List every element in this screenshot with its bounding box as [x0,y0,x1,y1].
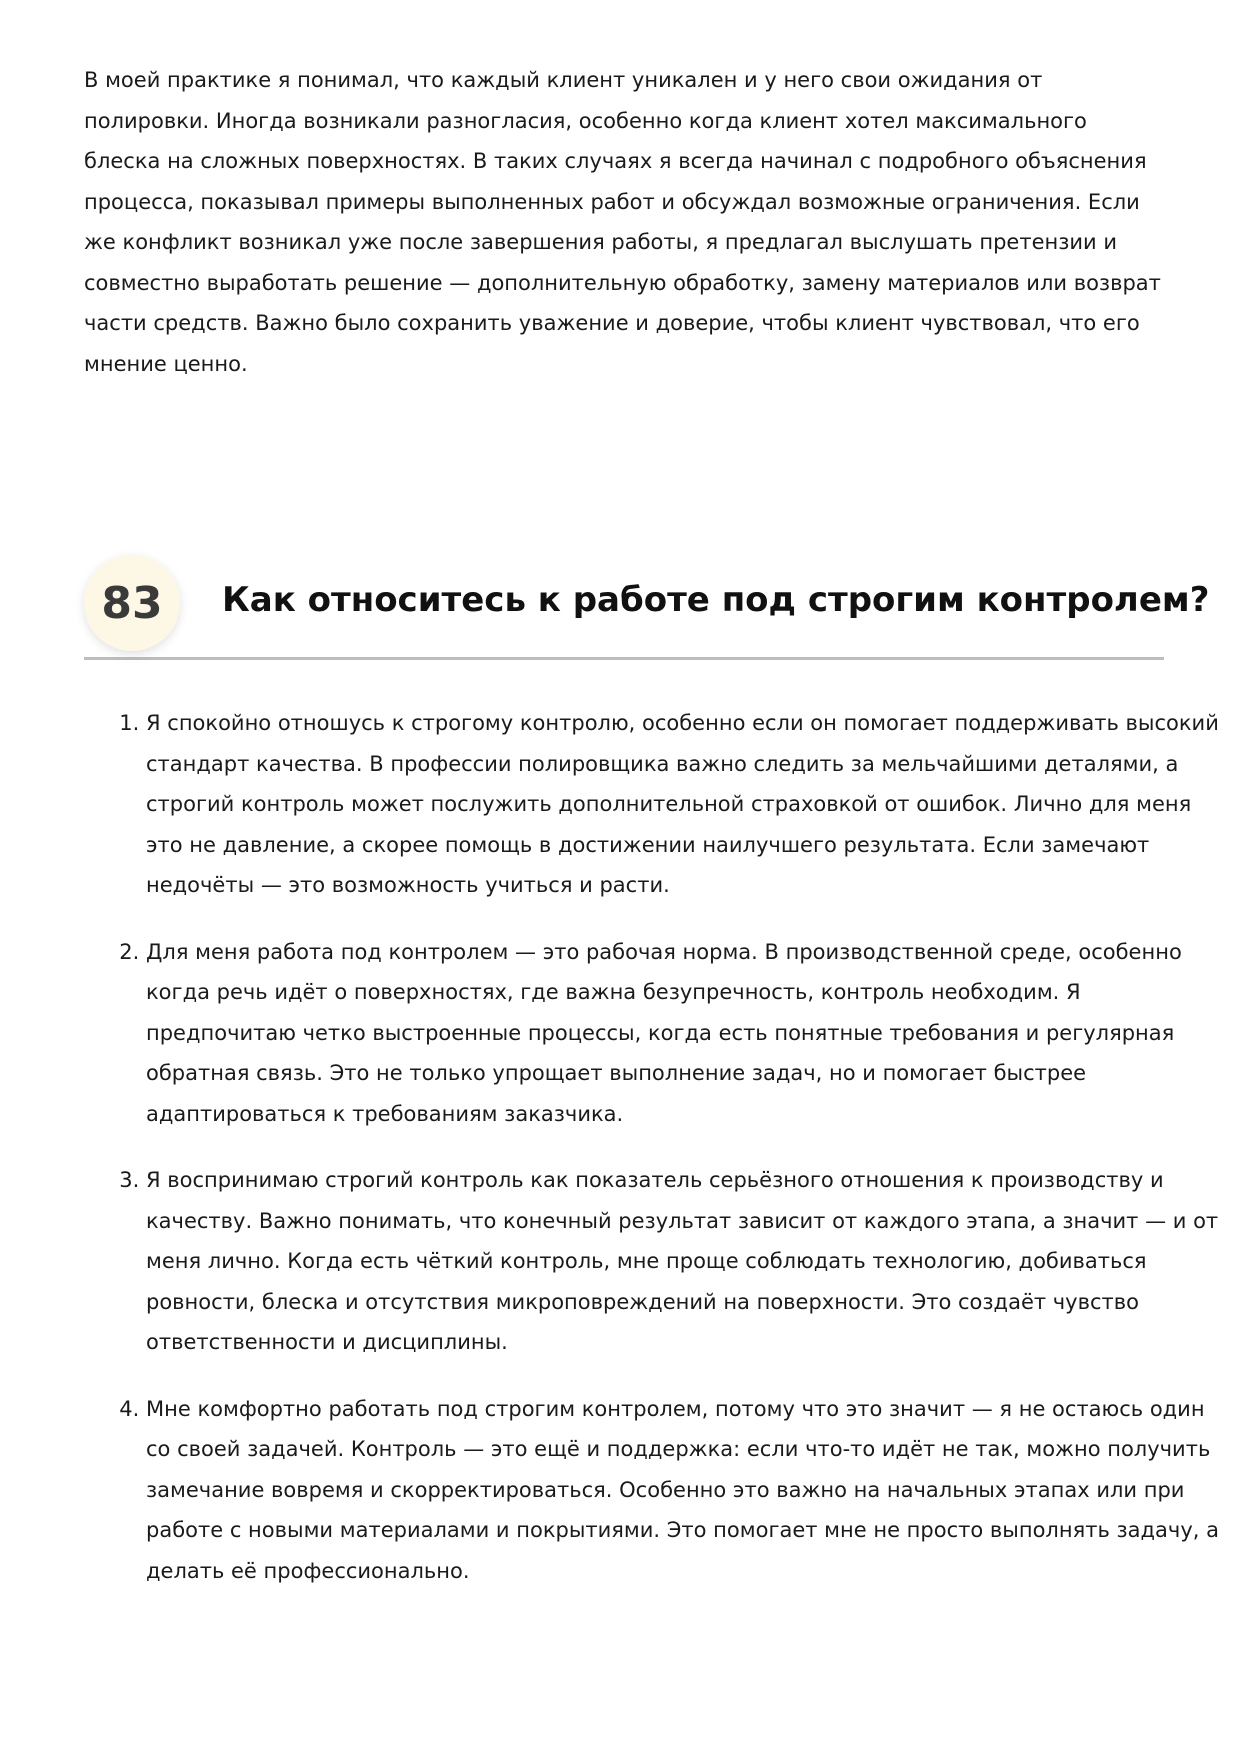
question-header [84,552,1210,660]
intro-paragraph: В моей практике я понимал, что каждый клиент уникален и у него свои ожидания от полировки. Иногда возникали разногласия, особенно когда клиент хотел максимального блеска на сложных поверхностях. В таких случаях я всегда начинал с подробного объяснения процесса, показывал примеры выполненных работ и обсуждал возможные ограничения. Если же конфликт возникал уже после завершения работы, я предлагал выслушать претензии и совместно выработать решение — дополнительную обработку, замену материалов или возврат части средств. Важно было сохранить уважение и доверие, чтобы клиент чувствовал, что его мнение ценно. [84,68,1161,376]
answer-item: 4. Мне комфортно работать под строгим контролем, потому что это значит — я не остаюсь один со своей задачей. Контроль — это ещё и поддержка: если что-то идёт не так, можно получить замечание вовремя и скорректироваться. Особенно это важно на начальных этапах или при работе с новыми материалами и покрытиями. Это помогает мне не просто выполнять задачу, а делать её профессионально. [146,1389,1231,1592]
answer-list [84,703,1231,1617]
answer-item: 3. Я воспринимаю строгий контроль как показатель серьёзного отношения к производству и качеству. Важно понимать, что конечный результат зависит от каждого этапа, а значит — и от меня лично. Когда есть чёткий контроль, мне проще соблюдать технологию, добиваться ровности, блеска и отсутствия микроповреждений на поверхности. Это создаёт чувство ответственности и дисциплины. [146,1160,1231,1363]
question-number-badge: 83 [84,555,180,651]
question-title: Как относитесь к работе под строгим контролем? [222,580,1210,620]
answer-item: 2. Для меня работа под контролем — это рабочая норма. В производственной среде, особенно когда речь идёт о поверхностях, где важна безупречность, контроль необходим. Я предпочитаю четко выстроенные процессы, когда есть понятные требования и регулярная обратная связь. Это не только упрощает выполнение задач, но и помогает быстрее адаптироваться к требованиям заказчика. [146,932,1231,1135]
answer-item: 1. Я спокойно отношусь к строгому контролю, особенно если он помогает поддерживать высокий стандарт качества. В профессии полировщика важно следить за мельчайшими деталями, а строгий контроль может послужить дополнительной страховкой от ошибок. Лично для меня это не давление, а скорее помощь в достижении наилучшего результата. Если замечают недочёты — это возможность учиться и расти. [146,703,1231,906]
